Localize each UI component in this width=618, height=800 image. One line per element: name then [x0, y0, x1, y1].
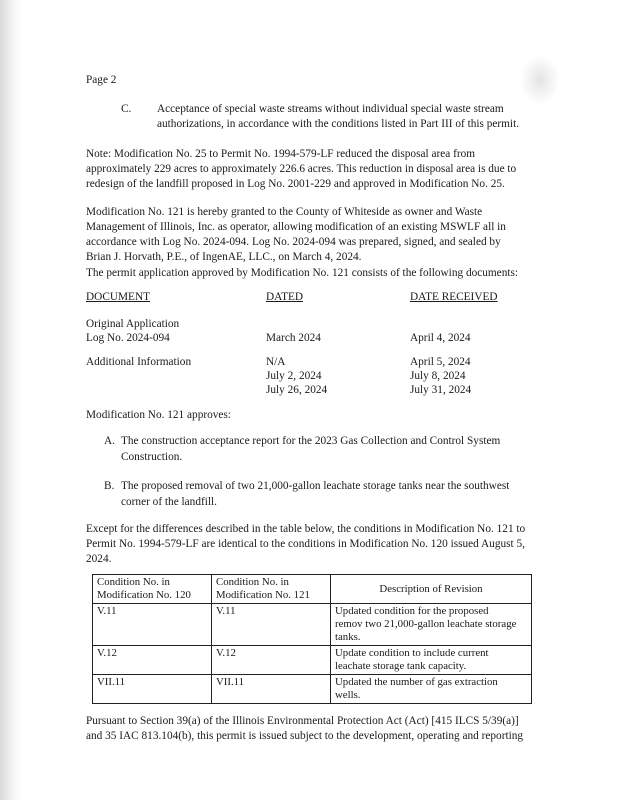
item-c-line2: authorizations, in accordance with the conditions listed in Part III of this permit. — [157, 118, 520, 130]
doc-additional-dated-2: July 2, 2024 — [266, 370, 322, 382]
doc-additional-received-3: July 31, 2024 — [410, 384, 472, 396]
except-line3: 2024. — [86, 553, 112, 565]
table-row — [93, 675, 532, 704]
grant-line2: Management of Illinois, Inc. as operator, allowing modification of an existing MSWLF all in — [86, 221, 506, 233]
row3-condition-120: VII.11 — [93, 675, 212, 704]
approval-a-line2: Construction. — [121, 451, 183, 463]
doc-header-received: DATE RECEIVED — [410, 291, 498, 303]
grant-line4: Brian J. Horvath, P.E., of IngenAE, LLC., on March 4, 2024. — [86, 251, 362, 263]
scan-smudge — [520, 55, 560, 105]
row2-condition-120: V.12 — [93, 646, 212, 675]
note-line2: approximately 229 acres to approximately 226.6 acres. This reduction in disposal area is due to — [86, 163, 517, 175]
scan-shadow-edge — [0, 0, 22, 800]
doc-header-document: DOCUMENT — [86, 291, 151, 303]
revision-table — [92, 574, 532, 704]
approval-b-letter: B. — [104, 480, 115, 492]
row1-description: Updated condition for the proposed remov two 21,000-gallon leachate storage tanks. — [331, 604, 532, 646]
note-line3: redesign of the landfill proposed in Log No. 2001-229 and approved in Modification No. 25. — [86, 178, 505, 190]
except-line2: Permit No. 1994-579-LF are identical to the conditions in Modification No. 120 issued August 5, — [86, 538, 525, 550]
header-description: Description of Revision — [331, 575, 532, 604]
doc-additional-received-1: April 5, 2024 — [410, 356, 471, 368]
table-row — [93, 604, 532, 646]
row3-description: Updated the number of gas extraction wells. — [331, 675, 532, 704]
doc-additional-received-2: July 8, 2024 — [410, 370, 466, 382]
doc-additional-dated-3: July 26, 2024 — [266, 384, 328, 396]
doc-original-label2: Log No. 2024-094 — [86, 332, 170, 344]
approval-b-line2: corner of the landfill. — [121, 496, 217, 508]
approval-a-letter: A. — [104, 435, 115, 447]
approval-a-line1: The construction acceptance report for the 2023 Gas Collection and Control System — [121, 435, 501, 447]
item-c-letter: C. — [121, 103, 132, 115]
page-number: Page 2 — [86, 74, 117, 86]
revision-table-header — [93, 575, 532, 604]
note-line1: Note: Modification No. 25 to Permit No. 1994-579-LF reduced the disposal area from — [86, 148, 476, 160]
row2-condition-121: V.12 — [212, 646, 331, 675]
item-c-line1: Acceptance of special waste streams without individual special waste stream — [157, 103, 504, 115]
pursuant-line2: and 35 IAC 813.104(b), this permit is issued subject to the development, operating and reporting — [86, 730, 524, 742]
approves-statement: Modification No. 121 approves: — [86, 409, 231, 421]
doc-additional-dated-1: N/A — [266, 356, 286, 368]
table-row — [93, 646, 532, 675]
row2-description: Update condition to include current leachate storage tank capacity. — [331, 646, 532, 675]
row1-condition-120: V.11 — [93, 604, 212, 646]
doc-header-dated: DATED — [266, 291, 304, 303]
doc-original-received: April 4, 2024 — [410, 332, 471, 344]
pursuant-line1: Pursuant to Section 39(a) of the Illinois Environmental Protection Act (Act) [415 ILCS 5/39(a)] — [86, 715, 519, 727]
grant-line1: Modification No. 121 is hereby granted to the County of Whiteside as owner and Waste — [86, 206, 483, 218]
approval-b-line1: The proposed removal of two 21,000-gallon leachate storage tanks near the southwest — [121, 480, 510, 492]
row1-condition-121: V.11 — [212, 604, 331, 646]
grant-line3: accordance with Log No. 2024-094. Log No. 2024-094 was prepared, signed, and sealed by — [86, 236, 501, 248]
row3-condition-121: VII.11 — [212, 675, 331, 704]
header-condition-120: Condition No. in Modification No. 120 — [93, 575, 212, 604]
doc-original-dated: March 2024 — [266, 332, 321, 344]
header-condition-121: Condition No. in Modification No. 121 — [212, 575, 331, 604]
except-line1: Except for the differences described in the table below, the conditions in Modification No. 121 to — [86, 523, 526, 535]
doc-original-label1: Original Application — [86, 318, 180, 330]
doc-additional-label: Additional Information — [86, 356, 192, 368]
consists-statement: The permit application approved by Modification No. 121 consists of the following documents: — [86, 267, 519, 279]
